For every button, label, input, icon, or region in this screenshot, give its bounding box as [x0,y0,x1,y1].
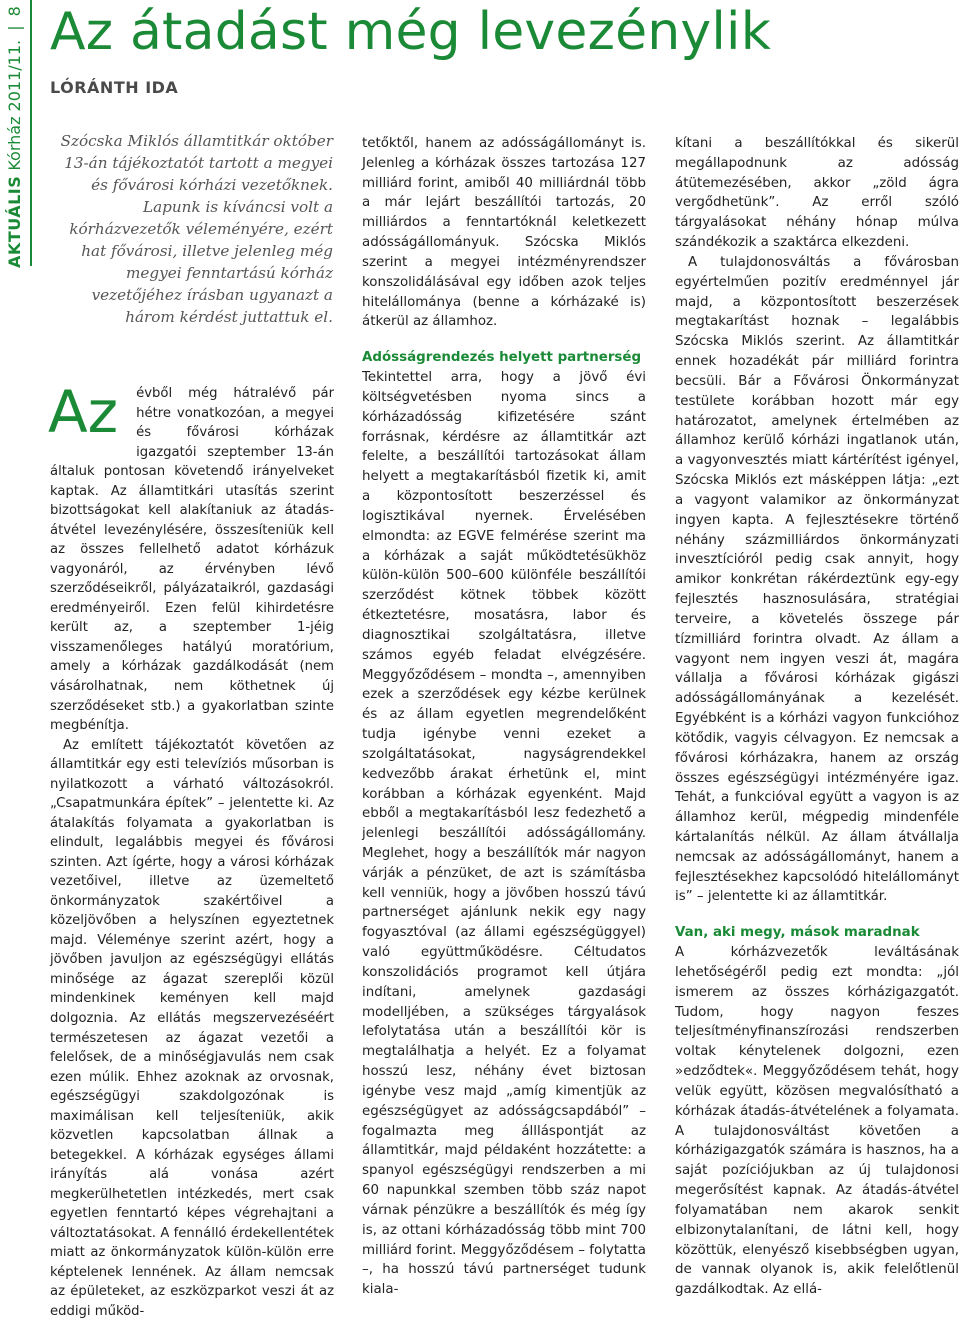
paragraph: A kórházvezetők leváltásának lehetőségéről pedig ezt mondta: „jól ismerem az összes kórházigazgatót. Tudom, hogy nagyon feszes teljesítményfinanszírozási rendszerben voltak kénytelenek dolgozni, ezen »edződtek«. Meggyőződésem tehát, hogy velük együtt, közösen megvalósítható a kórházak átadás-átvételének a folyamata. A tulajdonosváltást követően a kórházigazgatók számára is hasznos, ha a saját pozíciójukban az új tulajdonosi megerősítést kapnak. Az átadás-átvétel folyamatában nem akarok senkit elbizonytalanítani, de látni kell, hogy közöttük, elenyésző kisebbségben ugyan, de vannak olyanok is, akik felelőtlenül gazdálkodtak. Az ellá- [675,945,959,1298]
column-2 [362,134,646,1300]
running-header [4,6,26,268]
article-lead: Szócska Miklós államtitkár október 13-án tájékoztatót tartott a megyei és fővárosi kórházi vezetőknek. Lapunk is kíváncsi volt a kórházvezetők véleményére, ezért hat fővárosi, illetve jelenleg még megyei fenntartású kórház vezetőjéhez írásban ugyanazt a három kérdést juttattuk el. [60,132,333,326]
paragraph: tetőktől, hanem az adósságállományt is. Jelenleg a kórházak összes tartozása 127 milliárd forint, amiből 40 milliárdnál több a már lejárt beszállítói tartozás, 20 milliárdos a fenntartóknál keletkezett adósságállományuk. Szócska Miklós szerint a megyei intézményrendszer konszolidálásával egy időben azok teljes hitelállománya (benne a kórházaké is) átkerül az államhoz. [362,136,646,330]
page-header-vertical [0,0,30,270]
paragraph [48,378,334,736]
section-label: AKTUÁLIS [5,175,24,268]
header-separator: | [5,25,24,31]
paragraph: A tulajdonosváltás a fővárosban egyértelműen pozitív eredménnyel jár majd, a központosított beszerzések megtakarítást hoznak – legalábbis Szócska Miklós szerint. Az államtitkár ennek hozadékát pár milliárd forintra becsüli. Bár a Fővárosi Önkormányzat testülete korábban hozott már egy határozatot, amelynek értelmében az államhoz kerülő kórházi ingatlanok után, a vagyonvesztés miatt kártérítést igényel, Szócska Miklós ezt másképpen látja: „ezt a vagyont valamikor az önkormányzat ingyen kapta. A fejlesztésekre történő néhány százmilliárdos önkormányzati invesztícióról pedig csak annyit, hogy amikor konkrétan rákérdeztünk egy-egy fejlesztés hasznosulására, stratégiai terveire, a követelés összege pár tízmilliárd forintra olvadt. Az állam a vagyont nem ingyen veszi át, magára vállalja a fővárosi kórházak gigászi adósságállományának a kezelését. Egyébként is a kórházi vagyon funkcióhoz kötődik, vagyis célvagyon. Ez nemcsak a fővárosi kórházakra, hanem az ország összes egészségügyi intézményére igaz. Tehát, a funkcióval együtt a vagyon is az államhoz kerül, mégpedig mindenféle kártalanítás nélkül. Az állam átvállalja nemcsak az adósságállományt, hanem a fejlesztésekhez kapcsolódó hitelállományt is” – jelentette ki az államtitkár. [675,254,959,905]
page-number: 8 [5,6,24,17]
paragraph: kítani a beszállítókkal és sikerül megállapodnunk az adósság átütemezésében, akkor „zöld ágra vergődhetünk”. Az erről szóló tárgyalásokat néhány hónap múlva szándékozik a szaktárca elkezdeni. [675,136,959,251]
article-author: LÓRÁNTH IDA [50,78,179,97]
header-rule [30,0,32,266]
subheading: Van, aki megy, mások maradnak [675,925,920,941]
paragraph-text: évből még hátralévő pár hétre vonatkozóan, a megyei és fővárosi kórházak igazgatói szeptember 13-án általuk pontosan követendő irányelveket kaptak. Az államtitkári utasítás szerint bizottságokat kell alakítaniuk az átadás-átvétel levezénylésére, összesíteniük kell az összes fellelhető adatot kórházuk vagyonáról, az érvényben lévő szerződéseikről, pályázataikról, gazdasági eredményeiről. Ezen felül kihirdetésre került az, a szeptember 1-jéig visszamenőleges hatályú moratórium, amely a kórházak gazdálkodását (nem vásárolhatnak, nem köthetnek új szerződéseket stb.) a gyakorlatban szinte megbénítja. [50,386,334,734]
paragraph: Az említett tájékoztatót követően az államtitkár egy esti televíziós műsorban is nyilatkozott a várható változásokról. „Csapatmunkára építek” – jelentette ki. Az átalakítás folyamata a gyakorlatban is elindult, legalábbis megyei és fővárosi szinten. Azt ígérte, hogy a városi kórházak vezetőivel, illetve az üzemeltető önkormányzatok szakértőivel a közeljövőben a helyszínen egyeztetnek majd. Véleménye szerint azért, hogy a jövőben javuljon az egészségügyi ellátás minősége az ágazat szereplői közül mindenkinek keményen kell majd dolgoznia. Az ellátás megszervezéséért természetesen az ágazat vezetői a felelősek, de a minőségjavulás nem csak ezen múlik. Ehhez azoknak az orvosnak, egészségügyi szakdolgozónak is maximálisan kell teljesíteniük, akik közvetlen kapcsolatban állnak a betegekkel. A kórházak egységes állami irányítás alá vonása azért megkerülhetetlen intézkedés, mert csak egyetlen fenntartó képes végrehajtani a változtatásokat. A fennálló érdekellentétek miatt az önkormányzatok külön-külön erre képtelenek lennének. Az állam nemcsak az épületeket, az eszközparkot veszi át az eddigi működ- [50,737,334,1319]
magazine-issue: Kórház 2011/11. [5,39,24,171]
dropcap: Az [48,378,119,446]
paragraph: Tekintettel arra, hogy a jövő évi költségvetésben nyoma sincs a kórházadósság kifizetésére szánt forrásnak, kérdésre az államtitkár azt felelte, a beszállítói tartozásokat állam helyett a megtakarításból fizetik ki, amit a központosított beszerzéssel és logisztikával nyernek. Érvelésében elmondta: az EGVE felmérése szerint ma a kórházak a saját működtetésükhöz külön-külön 500–600 különféle beszállítói szerződést kötnek többek között étkeztetésre, mosatásra, labor és diagnosztikai szolgáltatásra, illetve számos egyéb feladat elvégzésére. Meggyőződésem – mondta –, amennyiben ezek a szerződések egy kézbe kerülnek és az állam egyetlen megrendelőként tudja igénybe venni ezeket a szolgáltatásokat, nagyságrendekkel kedvezőbb árakat érhetünk el, mint korábban a kórházak egyenként. Majd ebből a megtakarításból lesz fedezhető a jelenlegi beszállítói adósságállomány. Meglehet, hogy a beszállítók már nagyon várják a pénzüket, de azt is számításba kell venniük, hogy a jövőben hosszú távú partnerséget ajánlunk nekik egy nagy fogyasztóval (az állami egészségüggyel) való együttműködésre. Céltudatos konszolidációs programot kell útjára indítani, amelynek gazdasági modelljében, a szükséges tárgyalások lefolytatása után a beszállítói kör is megtalálhatja a helyét. Ez a folyamat hosszú lesz, néhány évet biztosan igénybe vesz majd „amíg kimentjük az egészségügyet az adósságcsapdából” – fogalmazta meg állláspontját az államtitkár, majd példaként hozzátette: a spanyol egészségügyi rendszerben a mi 60 napunkkal szemben több száz napot várnak pénzükre a beszállítók és még így is, az ottani kórházadósság több mint 700 milliárd forint. Meggyőződésem – folytatta –, ha hosszú távú partnerséget tudunk kiala- [362,370,646,1298]
subheading: Adósságrendezés helyett partnerség [362,350,642,366]
column-1 [48,378,334,1322]
article-title: Az átadást még levezénylik [50,2,772,62]
column-3 [675,134,959,1300]
